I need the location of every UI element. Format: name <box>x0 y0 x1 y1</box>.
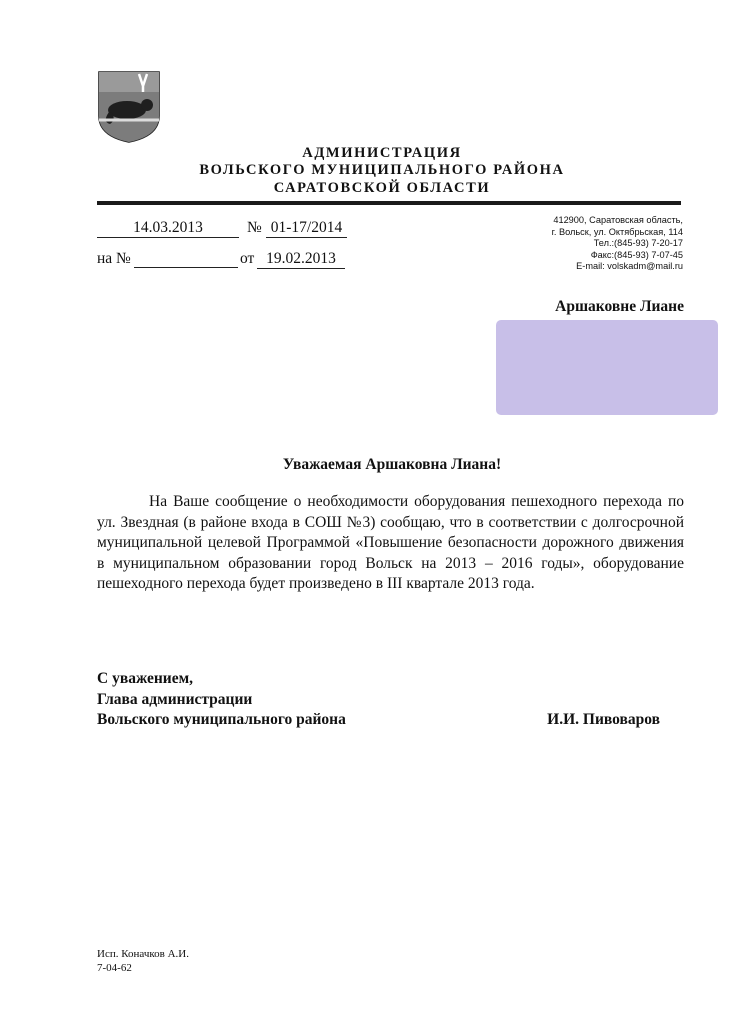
redacted-address-block <box>496 320 718 415</box>
recipient-name: Аршаковне Лиане <box>555 298 684 315</box>
address-phone: Тел.:(845-93) 7-20-17 <box>593 238 683 249</box>
document-number-label: № <box>247 219 262 236</box>
reference-number-label: на № <box>97 250 131 267</box>
reference-number-blank <box>134 250 238 268</box>
executor-name: Исп. Коначков А.И. <box>97 948 189 960</box>
document-number: 01-17/2014 <box>266 219 347 238</box>
letter-body: На Ваше сообщение о необходимости оборудования пешеходного перехода по ул. Звездная (в районе входа в СОШ №3) сообщаю, что в соответствии с долгосрочной муниципальной целевой Программой «Повышение безопасности дорожного движения в муниципальном образовании город Вольск на 2013 – 2016 годы», оборудование пешеходного перехода будет произведено в III квартале 2013 года. <box>97 493 684 592</box>
sender-address <box>480 215 683 273</box>
document-date: 14.03.2013 <box>97 219 239 238</box>
org-name-line-2: ВОЛЬСКОГО МУНИЦИПАЛЬНОГО РАЙОНА <box>199 162 565 178</box>
address-line: г. Вольск, ул. Октябрьская, 114 <box>551 226 683 237</box>
reference-date: 19.02.2013 <box>257 250 345 269</box>
signer-title: Глава администрации <box>97 691 253 708</box>
reference-date-label: от <box>240 250 255 267</box>
address-line: 412900, Саратовская область, <box>553 215 683 225</box>
address-email: E-mail: volskadm@mail.ru <box>576 261 683 272</box>
header-divider <box>97 201 681 205</box>
executor-phone: 7-04-62 <box>97 962 132 974</box>
coat-of-arms-icon <box>97 70 161 144</box>
org-name-line-3: САРАТОВСКОЙ ОБЛАСТИ <box>273 180 491 196</box>
org-name-line-1: АДМИНИСТРАЦИЯ <box>302 145 462 161</box>
signer-name: И.И. Пивоваров <box>547 711 660 728</box>
closing-phrase: С уважением, <box>97 670 194 687</box>
salutation: Уважаемая Аршаковна Лиана! <box>282 456 502 473</box>
address-fax: Факс:(845-93) 7-07-45 <box>590 249 683 260</box>
signer-organization: Вольского муниципального района <box>97 711 346 728</box>
